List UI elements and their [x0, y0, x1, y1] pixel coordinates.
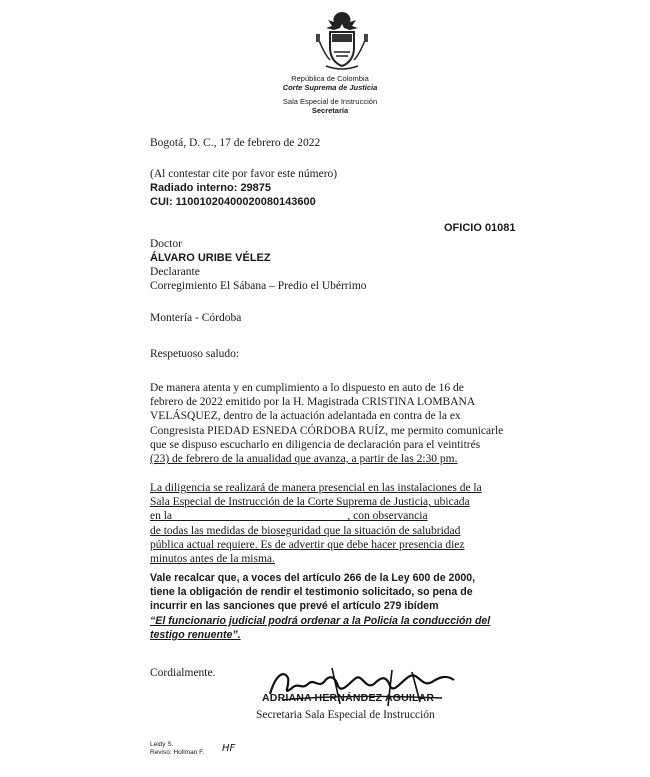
paragraph-line: “El funcionario judicial podrá ordenar a la Policía la conducción del — [150, 614, 491, 627]
paragraph-line: La diligencia se realizará de manera presencial en las instalaciones de la — [150, 482, 482, 494]
paragraph-line: De manera atenta y en cumplimiento a lo dispuesto en auto de 16 de — [150, 382, 464, 394]
recipient-title: Doctor — [150, 238, 182, 250]
reviewer-initials: HF — [222, 743, 236, 754]
signer-name: ADRIANA HERNÁNDEZ AGUILAR — [262, 692, 435, 704]
paragraph-line: de todas las medidas de bioseguridad que la situación de salubridad — [150, 524, 461, 537]
paragraph-location — [150, 481, 522, 566]
paragraph-line: incurrir en las sanciones que prevé el artículo 279 ibídem — [150, 600, 439, 613]
paragraph-line: tiene la obligación de rendir el testimonio solicitado, so pena de — [150, 586, 473, 599]
paragraph-line: Vale recalcar que, a voces del artículo 266 de la Ley 600 de 2000, — [150, 572, 476, 584]
recipient-role: Declarante — [150, 266, 200, 278]
recipient-address: Corregimiento El Sábana – Predio el Ubérrimo — [150, 280, 367, 292]
paragraph-line: minutos antes de la misma. — [150, 553, 275, 566]
header-office: Secretaría — [311, 106, 349, 115]
paragraph-line: en la ______________________________, con observancia — [150, 510, 428, 523]
cite-note: (Al contestar cite por favor este número) — [150, 168, 338, 180]
paragraph-line: testigo renuente”. — [150, 628, 241, 641]
header-chamber: Sala Especial de Instrucción — [282, 97, 378, 106]
radiado-number: Radiado interno: 29875 — [150, 182, 272, 194]
greeting: Respetuoso saludo: — [150, 348, 240, 360]
recipient-city: Montería - Córdoba — [150, 312, 242, 324]
paragraph-line: (23) de febrero de la anualidad que avanza, a partir de las 2:30 pm. — [150, 453, 458, 466]
footer-reviewer: Reviso: Hollman F. — [150, 749, 205, 756]
cui-number: CUI: 11001020400020080143600 — [150, 196, 316, 208]
footer-drafter: Leidy S. — [150, 741, 174, 748]
header-country: República de Colombia — [291, 74, 369, 83]
oficio-number: OFICIO 01081 — [444, 222, 516, 234]
paragraph-line: Sala Especial de Instrucción de la Corte Suprema de Justicia, ubicada — [150, 496, 470, 509]
closing: Cordialmente. — [150, 667, 216, 679]
paragraph-line: pública actual requiere. Es de advertir que debe hacer presencia diez — [150, 538, 465, 551]
coat-of-arms-emblem — [312, 8, 372, 72]
signer-role: Secretaria Sala Especial de Instrucción — [256, 709, 435, 721]
paragraph-summons — [150, 381, 522, 466]
place-date: Bogotá, D. C., 17 de febrero de 2022 — [150, 137, 321, 149]
header-court: Corte Suprema de Justicia — [282, 83, 378, 92]
paragraph-line: que se dispuso escucharlo en diligencia de declaración para el veintitrés — [150, 438, 481, 451]
paragraph-obligation — [150, 571, 522, 642]
paragraph-line: Congresista PIEDAD ESNEDA CÓRDOBA RUÍZ, me permito comunicarle — [150, 424, 504, 437]
paragraph-line: febrero de 2022 emitido por la H. Magistrada CRISTINA LOMBANA — [150, 396, 476, 409]
recipient-name: ÁLVARO URIBE VÉLEZ — [150, 252, 271, 264]
paragraph-line: VELÁSQUEZ, dentro de la actuación adelantada en contra de la ex — [150, 410, 461, 423]
